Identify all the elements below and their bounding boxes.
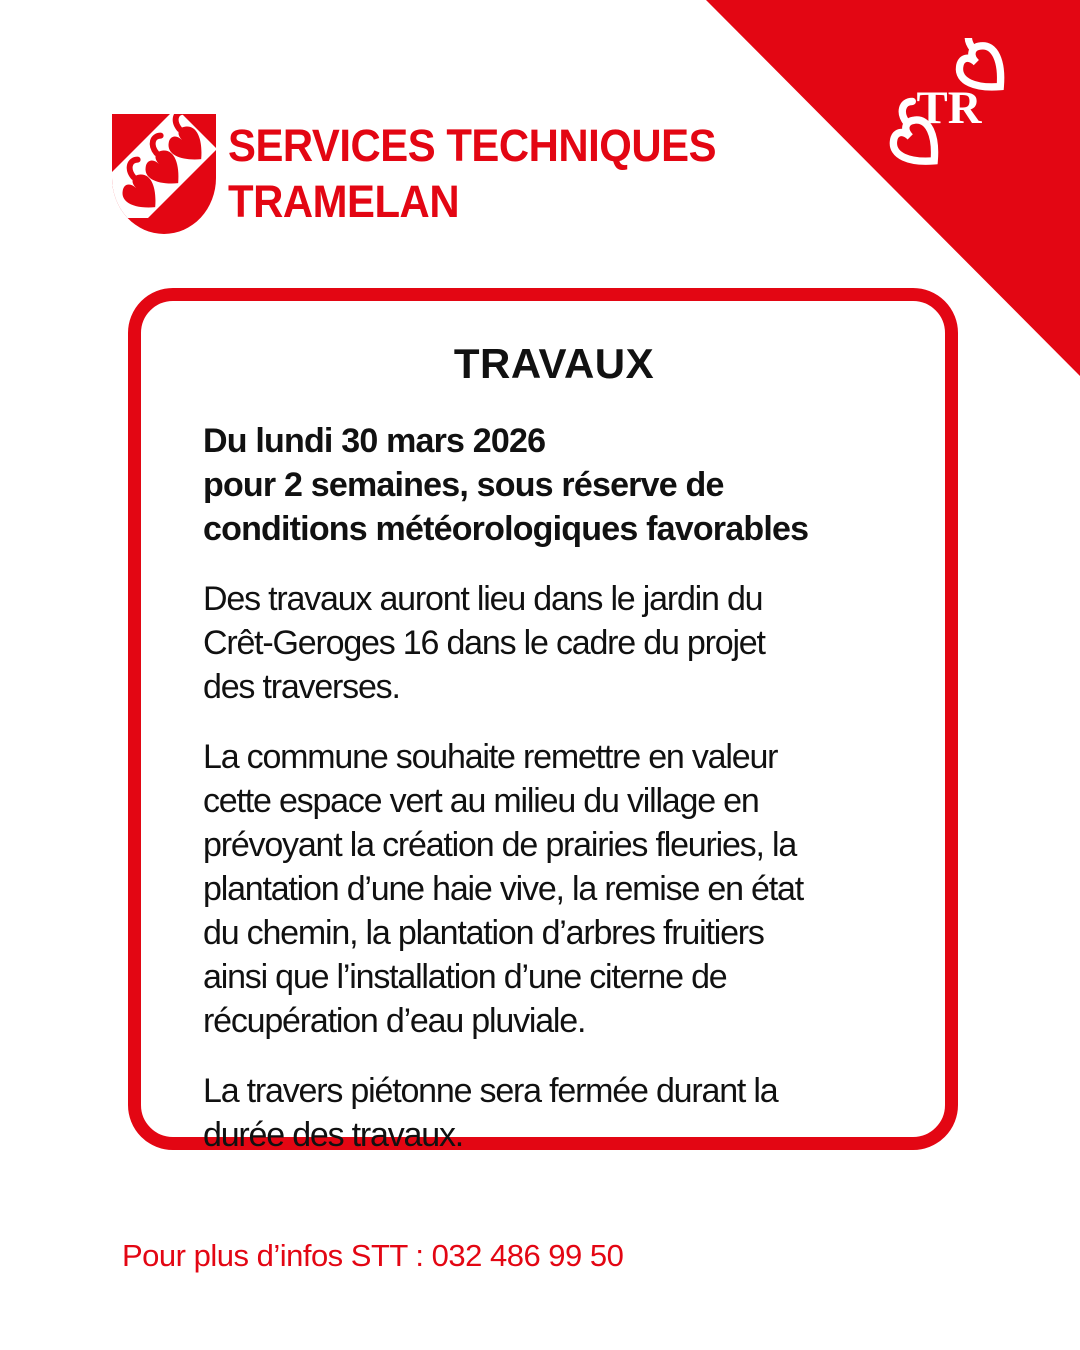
notice-paragraph [203,1069,905,1157]
notice-paragraph-line: La travers piétonne sera fermée durant la [203,1072,778,1110]
notice-paragraph-line: conditions météorologiques favorables [203,510,809,548]
notice-paragraph-line: pour 2 semaines, sous réserve de [203,466,724,504]
org-name [228,118,716,230]
notice-paragraph-line: La commune souhaite remettre en valeur [203,738,778,776]
notice-paragraph-line: Du lundi 30 mars 2026 [203,422,546,460]
notice-paragraph-line: cette espace vert au milieu du village en [203,782,759,820]
notice-paragraph-line: récupération d’eau pluviale. [203,1002,586,1040]
notice-paragraph-line: Des travaux auront lieu dans le jardin du [203,580,763,618]
monogram-tr-letters: TR [916,81,982,134]
notice-paragraphs [203,419,905,1157]
notice-paragraph [203,577,905,709]
notice-paragraph-line: du chemin, la plantation d’arbres fruitiers [203,914,764,952]
notice-box [128,288,958,1154]
notice-paragraph-line: durée des travaux. [203,1116,464,1154]
notice-paragraph-line: plantation d’une haie vive, la remise en état [203,870,803,908]
notice-paragraph [203,419,905,551]
notice-paragraph-line: ainsi que l’installation d’une citerne de [203,958,727,996]
tramelan-coat-of-arms-logo [112,114,216,234]
notice-paragraph-line: des traverses. [203,668,400,706]
notice-paragraph [203,735,905,1043]
notice-paragraph-line: prévoyant la création de prairies fleuries, la [203,826,797,864]
notice-title: TRAVAUX [453,340,655,387]
org-name-line2: TRAMELAN [228,176,460,227]
footer-contact-text: Pour plus d’infos STT : 032 486 99 50 [122,1238,624,1273]
org-name-line1: SERVICES TECHNIQUES [228,120,717,171]
tramelan-tr-monogram-icon [888,38,1010,176]
notice-paragraph-line: Crêt-Geroges 16 dans le cadre du projet [203,624,765,662]
